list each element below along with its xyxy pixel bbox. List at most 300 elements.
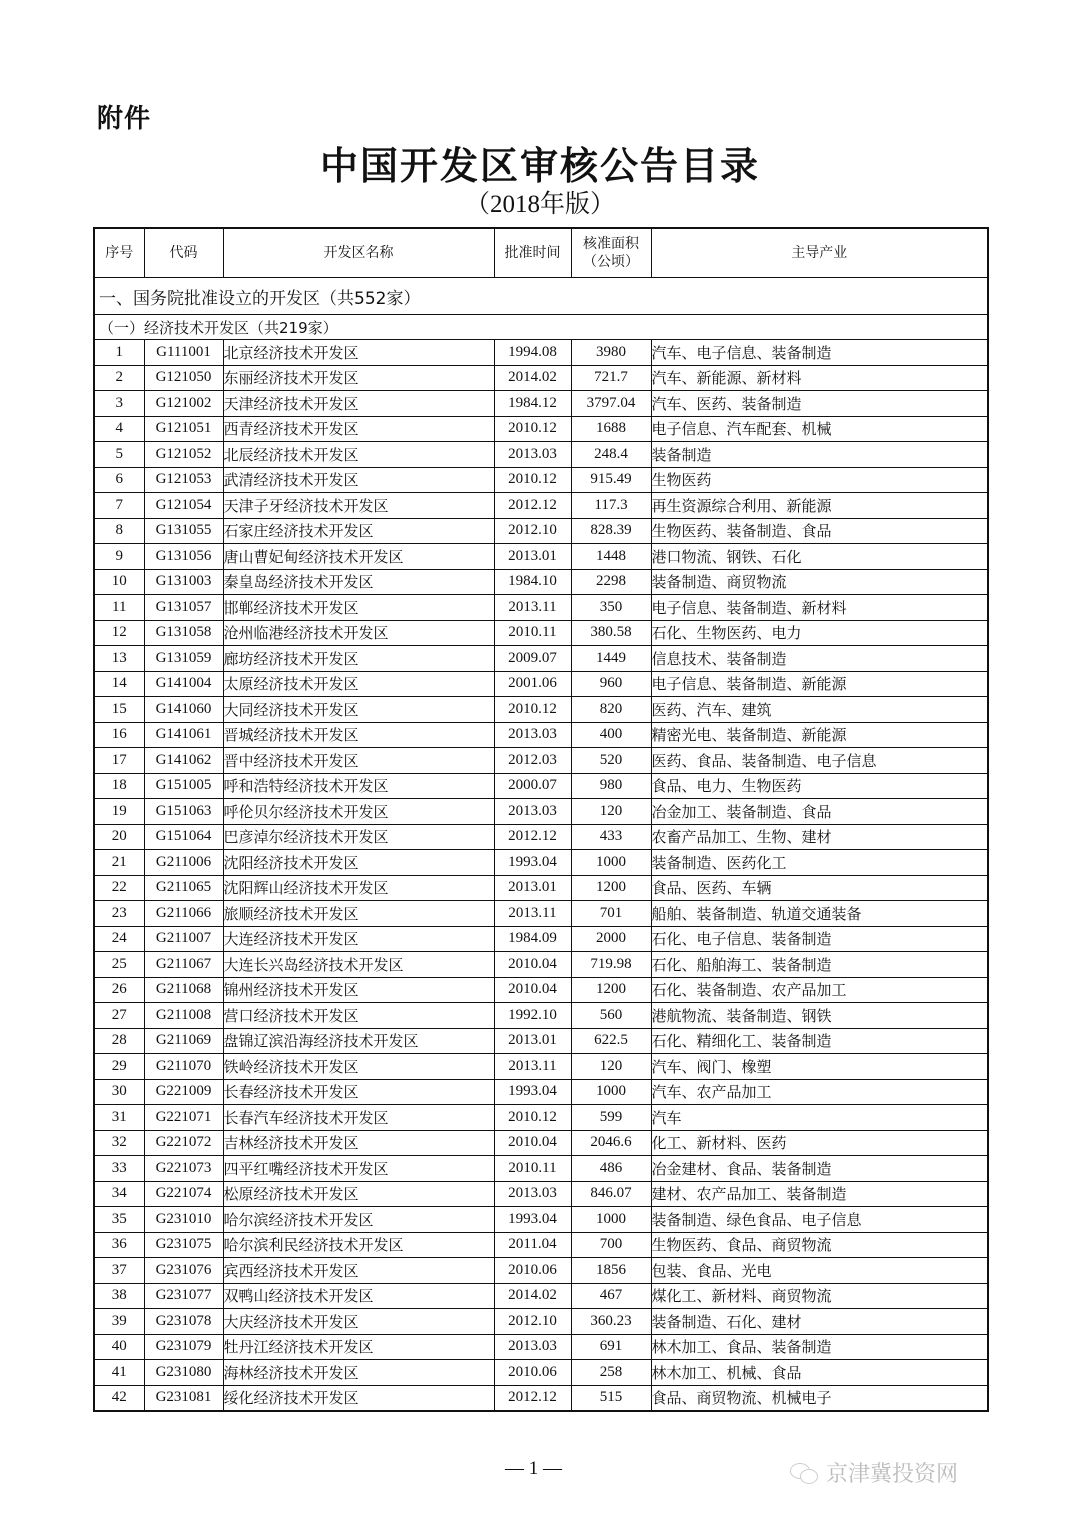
cell-area: 599 <box>571 1105 651 1131</box>
table-row <box>94 544 988 570</box>
cell-code: G221074 <box>144 1181 223 1207</box>
cell-industry: 化工、新材料、医药 <box>651 1130 988 1156</box>
cell-name: 唐山曹妃甸经济技术开发区 <box>223 544 494 570</box>
cell-name: 海林经济技术开发区 <box>223 1360 494 1386</box>
cell-industry: 精密光电、装备制造、新能源 <box>651 722 988 748</box>
cell-code: G231081 <box>144 1385 223 1411</box>
table-row <box>94 1130 988 1156</box>
cell-name: 东丽经济技术开发区 <box>223 365 494 391</box>
wechat-icon <box>790 1461 820 1485</box>
table-row <box>94 1309 988 1335</box>
cell-code: G121051 <box>144 416 223 442</box>
table-row <box>94 1232 988 1258</box>
cell-industry: 生物医药 <box>651 467 988 493</box>
cell-name: 西青经济技术开发区 <box>223 416 494 442</box>
section-title: 一、国务院批准设立的开发区（共552家） <box>94 278 988 315</box>
cell-area: 1000 <box>571 1207 651 1233</box>
cell-area: 846.07 <box>571 1181 651 1207</box>
table-row <box>94 1360 988 1386</box>
cell-area: 721.7 <box>571 365 651 391</box>
cell-approval-date: 1993.04 <box>494 1207 571 1233</box>
cell-approval-date: 2009.07 <box>494 646 571 672</box>
cell-approval-date: 2010.04 <box>494 1130 571 1156</box>
cell-seq: 1 <box>94 340 144 366</box>
cell-area: 960 <box>571 671 651 697</box>
cell-seq: 7 <box>94 493 144 519</box>
cell-industry: 食品、医药、车辆 <box>651 875 988 901</box>
cell-approval-date: 2010.04 <box>494 952 571 978</box>
cell-approval-date: 2013.11 <box>494 901 571 927</box>
cell-industry: 港航物流、装备制造、钢铁 <box>651 1003 988 1029</box>
cell-area: 248.4 <box>571 442 651 468</box>
cell-area: 1000 <box>571 850 651 876</box>
cell-industry: 汽车、医药、装备制造 <box>651 391 988 417</box>
cell-code: G221009 <box>144 1079 223 1105</box>
table-row <box>94 1207 988 1233</box>
cell-area: 915.49 <box>571 467 651 493</box>
cell-seq: 8 <box>94 518 144 544</box>
cell-name: 双鸭山经济技术开发区 <box>223 1283 494 1309</box>
cell-name: 营口经济技术开发区 <box>223 1003 494 1029</box>
table-row <box>94 493 988 519</box>
cell-area: 1448 <box>571 544 651 570</box>
cell-name: 四平红嘴经济技术开发区 <box>223 1156 494 1182</box>
cell-area: 515 <box>571 1385 651 1411</box>
cell-code: G211007 <box>144 926 223 952</box>
cell-name: 沈阳辉山经济技术开发区 <box>223 875 494 901</box>
cell-area: 3797.04 <box>571 391 651 417</box>
table-row <box>94 671 988 697</box>
cell-approval-date: 2010.06 <box>494 1360 571 1386</box>
table-row <box>94 1156 988 1182</box>
table-row <box>94 901 988 927</box>
cell-industry: 装备制造、绿色食品、电子信息 <box>651 1207 988 1233</box>
cell-area: 520 <box>571 748 651 774</box>
development-zone-table <box>93 227 989 1412</box>
cell-code: G141062 <box>144 748 223 774</box>
cell-approval-date: 2012.12 <box>494 493 571 519</box>
cell-seq: 20 <box>94 824 144 850</box>
cell-name: 宾西经济技术开发区 <box>223 1258 494 1284</box>
cell-industry: 林木加工、机械、食品 <box>651 1360 988 1386</box>
cell-name: 北京经济技术开发区 <box>223 340 494 366</box>
cell-code: G231077 <box>144 1283 223 1309</box>
table-row <box>94 569 988 595</box>
cell-area: 719.98 <box>571 952 651 978</box>
cell-seq: 3 <box>94 391 144 417</box>
cell-industry: 食品、商贸物流、机械电子 <box>651 1385 988 1411</box>
cell-seq: 30 <box>94 1079 144 1105</box>
cell-area: 1688 <box>571 416 651 442</box>
cell-area: 701 <box>571 901 651 927</box>
table-header-row <box>94 228 988 278</box>
cell-industry: 装备制造、石化、建材 <box>651 1309 988 1335</box>
cell-seq: 39 <box>94 1309 144 1335</box>
cell-name: 大庆经济技术开发区 <box>223 1309 494 1335</box>
table-row <box>94 952 988 978</box>
cell-name: 吉林经济技术开发区 <box>223 1130 494 1156</box>
cell-name: 呼伦贝尔经济技术开发区 <box>223 799 494 825</box>
cell-industry: 装备制造、医药化工 <box>651 850 988 876</box>
cell-code: G231078 <box>144 1309 223 1335</box>
cell-area: 1449 <box>571 646 651 672</box>
cell-name: 廊坊经济技术开发区 <box>223 646 494 672</box>
cell-industry: 包装、食品、光电 <box>651 1258 988 1284</box>
cell-industry: 石化、电子信息、装备制造 <box>651 926 988 952</box>
table-row <box>94 697 988 723</box>
cell-industry: 石化、生物医药、电力 <box>651 620 988 646</box>
cell-area: 258 <box>571 1360 651 1386</box>
cell-seq: 6 <box>94 467 144 493</box>
cell-approval-date: 1993.04 <box>494 1079 571 1105</box>
cell-industry: 医药、食品、装备制造、电子信息 <box>651 748 988 774</box>
cell-name: 长春汽车经济技术开发区 <box>223 1105 494 1131</box>
cell-name: 哈尔滨经济技术开发区 <box>223 1207 494 1233</box>
cell-code: G231075 <box>144 1232 223 1258</box>
cell-code: G211008 <box>144 1003 223 1029</box>
cell-seq: 17 <box>94 748 144 774</box>
cell-code: G141060 <box>144 697 223 723</box>
cell-seq: 25 <box>94 952 144 978</box>
cell-code: G231010 <box>144 1207 223 1233</box>
cell-area: 1200 <box>571 977 651 1003</box>
cell-approval-date: 2014.02 <box>494 365 571 391</box>
cell-seq: 37 <box>94 1258 144 1284</box>
cell-approval-date: 2012.10 <box>494 1309 571 1335</box>
cell-approval-date: 2001.06 <box>494 671 571 697</box>
cell-seq: 33 <box>94 1156 144 1182</box>
cell-name: 盘锦辽滨沿海经济技术开发区 <box>223 1028 494 1054</box>
table-row <box>94 1283 988 1309</box>
table-row <box>94 595 988 621</box>
table-row <box>94 977 988 1003</box>
cell-seq: 23 <box>94 901 144 927</box>
cell-industry: 食品、电力、生物医药 <box>651 773 988 799</box>
watermark-text: 京津冀投资网 <box>826 1462 959 1487</box>
cell-name: 锦州经济技术开发区 <box>223 977 494 1003</box>
subsection-title: （一）经济技术开发区（共219家） <box>94 315 988 340</box>
cell-area: 622.5 <box>571 1028 651 1054</box>
document-subtitle: （2018年版） <box>464 191 615 218</box>
cell-seq: 38 <box>94 1283 144 1309</box>
table-row <box>94 467 988 493</box>
cell-seq: 4 <box>94 416 144 442</box>
cell-code: G111001 <box>144 340 223 366</box>
cell-code: G231076 <box>144 1258 223 1284</box>
cell-area: 560 <box>571 1003 651 1029</box>
cell-approval-date: 2013.03 <box>494 442 571 468</box>
cell-industry: 装备制造、商贸物流 <box>651 569 988 595</box>
cell-approval-date: 2013.03 <box>494 1181 571 1207</box>
header-area <box>571 228 651 278</box>
cell-code: G141061 <box>144 722 223 748</box>
cell-approval-date: 2012.03 <box>494 748 571 774</box>
cell-seq: 29 <box>94 1054 144 1080</box>
cell-code: G231080 <box>144 1360 223 1386</box>
cell-seq: 36 <box>94 1232 144 1258</box>
cell-code: G211065 <box>144 875 223 901</box>
cell-seq: 14 <box>94 671 144 697</box>
cell-seq: 41 <box>94 1360 144 1386</box>
cell-approval-date: 2013.01 <box>494 544 571 570</box>
cell-approval-date: 2010.12 <box>494 416 571 442</box>
cell-area: 380.58 <box>571 620 651 646</box>
cell-seq: 9 <box>94 544 144 570</box>
cell-name: 大连经济技术开发区 <box>223 926 494 952</box>
table-row <box>94 1181 988 1207</box>
cell-industry: 农畜产品加工、生物、建材 <box>651 824 988 850</box>
cell-seq: 12 <box>94 620 144 646</box>
header-approval-date: 批准时间 <box>494 228 571 278</box>
cell-seq: 35 <box>94 1207 144 1233</box>
cell-approval-date: 2014.02 <box>494 1283 571 1309</box>
cell-code: G121002 <box>144 391 223 417</box>
table-row <box>94 875 988 901</box>
cell-code: G211066 <box>144 901 223 927</box>
table-row <box>94 416 988 442</box>
cell-name: 松原经济技术开发区 <box>223 1181 494 1207</box>
cell-seq: 32 <box>94 1130 144 1156</box>
cell-area: 400 <box>571 722 651 748</box>
cell-industry: 生物医药、食品、商贸物流 <box>651 1232 988 1258</box>
cell-code: G121054 <box>144 493 223 519</box>
cell-approval-date: 2010.04 <box>494 977 571 1003</box>
table-row <box>94 1334 988 1360</box>
cell-approval-date: 2012.12 <box>494 824 571 850</box>
cell-industry: 生物医药、装备制造、食品 <box>651 518 988 544</box>
cell-area: 120 <box>571 799 651 825</box>
cell-area: 433 <box>571 824 651 850</box>
table-row <box>94 824 988 850</box>
cell-name: 石家庄经济技术开发区 <box>223 518 494 544</box>
cell-industry: 冶金加工、装备制造、食品 <box>651 799 988 825</box>
header-name: 开发区名称 <box>223 228 494 278</box>
table-row <box>94 1054 988 1080</box>
cell-code: G221073 <box>144 1156 223 1182</box>
cell-code: G211006 <box>144 850 223 876</box>
header-area-line1: 核准面积 <box>583 236 639 252</box>
page-number: — 1 — <box>505 1458 562 1479</box>
cell-approval-date: 2010.11 <box>494 620 571 646</box>
cell-area: 700 <box>571 1232 651 1258</box>
cell-industry: 信息技术、装备制造 <box>651 646 988 672</box>
cell-code: G151005 <box>144 773 223 799</box>
cell-area: 2000 <box>571 926 651 952</box>
table-row <box>94 340 988 366</box>
table-row <box>94 442 988 468</box>
cell-seq: 40 <box>94 1334 144 1360</box>
cell-seq: 21 <box>94 850 144 876</box>
cell-code: G211067 <box>144 952 223 978</box>
cell-code: G221072 <box>144 1130 223 1156</box>
cell-code: G221071 <box>144 1105 223 1131</box>
cell-industry: 煤化工、新材料、商贸物流 <box>651 1283 988 1309</box>
table-row <box>94 391 988 417</box>
cell-code: G151064 <box>144 824 223 850</box>
cell-industry: 建材、农产品加工、装备制造 <box>651 1181 988 1207</box>
cell-approval-date: 2013.03 <box>494 722 571 748</box>
cell-approval-date: 1992.10 <box>494 1003 571 1029</box>
cell-industry: 电子信息、装备制造、新材料 <box>651 595 988 621</box>
header-code: 代码 <box>144 228 223 278</box>
cell-code: G211070 <box>144 1054 223 1080</box>
cell-approval-date: 2010.12 <box>494 467 571 493</box>
cell-industry: 石化、船舶海工、装备制造 <box>651 952 988 978</box>
cell-industry: 船舶、装备制造、轨道交通装备 <box>651 901 988 927</box>
cell-area: 117.3 <box>571 493 651 519</box>
cell-name: 沈阳经济技术开发区 <box>223 850 494 876</box>
cell-seq: 42 <box>94 1385 144 1411</box>
cell-approval-date: 1994.08 <box>494 340 571 366</box>
cell-name: 武清经济技术开发区 <box>223 467 494 493</box>
cell-name: 太原经济技术开发区 <box>223 671 494 697</box>
cell-approval-date: 2010.11 <box>494 1156 571 1182</box>
cell-name: 绥化经济技术开发区 <box>223 1385 494 1411</box>
cell-industry: 汽车、电子信息、装备制造 <box>651 340 988 366</box>
cell-name: 晋中经济技术开发区 <box>223 748 494 774</box>
cell-name: 大同经济技术开发区 <box>223 697 494 723</box>
cell-industry: 汽车、新能源、新材料 <box>651 365 988 391</box>
cell-industry: 林木加工、食品、装备制造 <box>651 1334 988 1360</box>
cell-name: 旅顺经济技术开发区 <box>223 901 494 927</box>
cell-approval-date: 2012.10 <box>494 518 571 544</box>
cell-approval-date: 2010.06 <box>494 1258 571 1284</box>
cell-name: 长春经济技术开发区 <box>223 1079 494 1105</box>
cell-name: 邯郸经济技术开发区 <box>223 595 494 621</box>
cell-industry: 石化、装备制造、农产品加工 <box>651 977 988 1003</box>
cell-industry: 医药、汽车、建筑 <box>651 697 988 723</box>
cell-area: 120 <box>571 1054 651 1080</box>
table-row <box>94 1028 988 1054</box>
table-row <box>94 1385 988 1411</box>
table-row <box>94 646 988 672</box>
cell-seq: 15 <box>94 697 144 723</box>
cell-industry: 汽车、农产品加工 <box>651 1079 988 1105</box>
table-row <box>94 1258 988 1284</box>
table-row <box>94 748 988 774</box>
cell-name: 天津经济技术开发区 <box>223 391 494 417</box>
watermark <box>790 1457 958 1488</box>
cell-approval-date: 1993.04 <box>494 850 571 876</box>
attachment-label: 附件 <box>97 104 152 134</box>
document-title: 中国开发区审核公告目录 <box>319 144 760 188</box>
cell-industry: 电子信息、装备制造、新能源 <box>651 671 988 697</box>
cell-code: G131058 <box>144 620 223 646</box>
cell-area: 1856 <box>571 1258 651 1284</box>
cell-approval-date: 2011.04 <box>494 1232 571 1258</box>
cell-code: G121053 <box>144 467 223 493</box>
cell-approval-date: 2013.01 <box>494 1028 571 1054</box>
cell-seq: 22 <box>94 875 144 901</box>
cell-name: 秦皇岛经济技术开发区 <box>223 569 494 595</box>
table-row <box>94 1003 988 1029</box>
cell-area: 980 <box>571 773 651 799</box>
cell-seq: 2 <box>94 365 144 391</box>
cell-area: 467 <box>571 1283 651 1309</box>
cell-industry: 石化、精细化工、装备制造 <box>651 1028 988 1054</box>
cell-approval-date: 2013.11 <box>494 1054 571 1080</box>
cell-seq: 5 <box>94 442 144 468</box>
cell-seq: 27 <box>94 1003 144 1029</box>
cell-approval-date: 2010.12 <box>494 1105 571 1131</box>
cell-area: 691 <box>571 1334 651 1360</box>
cell-seq: 16 <box>94 722 144 748</box>
cell-approval-date: 2013.01 <box>494 875 571 901</box>
cell-approval-date: 1984.10 <box>494 569 571 595</box>
cell-name: 呼和浩特经济技术开发区 <box>223 773 494 799</box>
cell-area: 3980 <box>571 340 651 366</box>
cell-seq: 18 <box>94 773 144 799</box>
cell-name: 哈尔滨利民经济技术开发区 <box>223 1232 494 1258</box>
cell-approval-date: 1984.12 <box>494 391 571 417</box>
table-row <box>94 1105 988 1131</box>
cell-seq: 31 <box>94 1105 144 1131</box>
table-row <box>94 365 988 391</box>
table-row <box>94 926 988 952</box>
cell-area: 486 <box>571 1156 651 1182</box>
cell-approval-date: 2013.03 <box>494 799 571 825</box>
cell-area: 820 <box>571 697 651 723</box>
cell-name: 天津子牙经济技术开发区 <box>223 493 494 519</box>
cell-code: G131059 <box>144 646 223 672</box>
cell-seq: 26 <box>94 977 144 1003</box>
cell-name: 牡丹江经济技术开发区 <box>223 1334 494 1360</box>
cell-area: 1200 <box>571 875 651 901</box>
cell-name: 沧州临港经济技术开发区 <box>223 620 494 646</box>
cell-code: G211069 <box>144 1028 223 1054</box>
cell-area: 2046.6 <box>571 1130 651 1156</box>
cell-seq: 28 <box>94 1028 144 1054</box>
cell-industry: 汽车 <box>651 1105 988 1131</box>
cell-industry: 电子信息、汽车配套、机械 <box>651 416 988 442</box>
cell-area: 350 <box>571 595 651 621</box>
cell-seq: 13 <box>94 646 144 672</box>
table-row <box>94 620 988 646</box>
cell-name: 北辰经济技术开发区 <box>223 442 494 468</box>
cell-name: 晋城经济技术开发区 <box>223 722 494 748</box>
header-seq: 序号 <box>94 228 144 278</box>
table-row <box>94 850 988 876</box>
header-industry: 主导产业 <box>651 228 988 278</box>
cell-name: 大连长兴岛经济技术开发区 <box>223 952 494 978</box>
cell-seq: 10 <box>94 569 144 595</box>
cell-area: 828.39 <box>571 518 651 544</box>
cell-code: G121052 <box>144 442 223 468</box>
section-row <box>94 278 988 315</box>
cell-approval-date: 2000.07 <box>494 773 571 799</box>
table-row <box>94 773 988 799</box>
table-row <box>94 799 988 825</box>
cell-industry: 汽车、阀门、橡塑 <box>651 1054 988 1080</box>
subsection-row <box>94 315 988 340</box>
cell-approval-date: 2012.12 <box>494 1385 571 1411</box>
cell-code: G131057 <box>144 595 223 621</box>
cell-code: G231079 <box>144 1334 223 1360</box>
header-area-line2: （公顷） <box>583 254 639 270</box>
table-row <box>94 722 988 748</box>
cell-approval-date: 1984.09 <box>494 926 571 952</box>
cell-code: G121050 <box>144 365 223 391</box>
cell-area: 2298 <box>571 569 651 595</box>
cell-seq: 19 <box>94 799 144 825</box>
table-row <box>94 518 988 544</box>
cell-code: G131003 <box>144 569 223 595</box>
cell-code: G151063 <box>144 799 223 825</box>
cell-approval-date: 2010.12 <box>494 697 571 723</box>
cell-approval-date: 2013.03 <box>494 1334 571 1360</box>
cell-seq: 24 <box>94 926 144 952</box>
cell-area: 1000 <box>571 1079 651 1105</box>
